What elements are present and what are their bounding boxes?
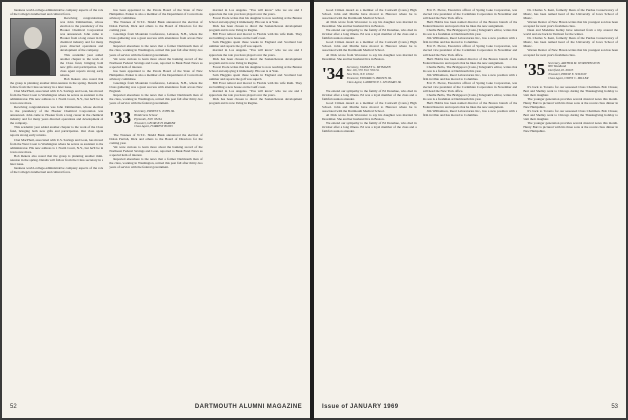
text-paragraph: Greetings from Mountain Conference, Lebanon, N.H., where the Class gathering was a great success with attendance from across New England.	[109, 32, 203, 45]
text-paragraph: We extend our sympathy to the family of Ed Donahue, who died in October after a long illness. Ed was a loyal member of the class and a faithful reunion attender.	[322, 28, 417, 41]
officer-line: Holderness School	[134, 112, 158, 117]
issue-label: Issue of JANUARY 1969	[322, 404, 399, 410]
text-paragraph: Dr. Charles S. Kent, formerly Dean of the Purdue Conservatory of Music, has been named head of the University of Iowa School of Music.	[523, 36, 619, 49]
text-paragraph: We were curious to learn more about the banking record of the Northeast Federal Savings and Loan, reported to Bank Fund News as a special item of interest.	[109, 145, 203, 158]
text-paragraph: The younger generation provides several musical notes this month. Henry Burt is pictured with his three sons at the recent class dinner in New Hampshire.	[523, 96, 619, 109]
officer-line: 800 Woodland	[548, 64, 566, 69]
text-paragraph: Bill Frost retired and moved to Florida with his wife Ruth. They are building a new house on the Gulf coast.	[208, 32, 302, 41]
text-paragraph: Charlie Bello, The Bridgeport (Conn.) Telegram's editor, writes that his son is a freshman at Dartmouth this year.	[422, 92, 518, 102]
right-column-1	[322, 8, 417, 396]
class-heading-34	[322, 63, 417, 85]
officer-line: Treasurer, GEORGE H. PARKER	[134, 120, 176, 125]
page-number: 53	[611, 404, 618, 410]
text-paragraph: Bob Rekers also noted that the group is planning another mini-reunion in the spring. Details will follow from the Class secretary in a later issue.	[10, 153, 104, 166]
right-columns	[322, 8, 618, 396]
text-paragraph: Herb Hobbs has been named director of the Boston branch of the Federal Reserve and reports that he likes the new assignment.	[422, 56, 518, 65]
left-column-2	[109, 8, 202, 396]
text-paragraph: Chet MacPhail, associated with U.S. Savings and Loan, has moved from the West Coast to Washington where he serves as assistant to the administrator. His new address is 1 North Court, N.Y., but he'll be in town once more.	[10, 88, 104, 106]
officer-line: Secretary, ERNEST S. JOHN JR.	[134, 109, 175, 114]
text-paragraph: Dick has been chosen to direct the Saskatchewan development program and is now living in Regina.	[208, 97, 302, 106]
text-paragraph: We extend our sympathy to the family of Ed Donahue, who died in October after a long illness. Ed was a loyal member of the class and a faithful reunion attender.	[322, 120, 417, 134]
officer-line: New York, N.Y. 10022	[346, 72, 374, 77]
class-year: '33	[109, 108, 132, 128]
left-footer	[10, 400, 302, 414]
portrait-photo	[10, 18, 56, 76]
officer-line: Deerfield, Ill. 60015	[548, 68, 574, 73]
text-paragraph: Forest Poole writes that his daughter is now teaching at the Benton School and enjoying it immensely. His son is at Yale.	[208, 64, 302, 73]
text-paragraph: Dick has been chosen to direct the Saskatchewan development program and is now living in Regina.	[208, 56, 302, 65]
right-footer	[322, 400, 618, 414]
officer-line: Treasurer, PHILIP E. WILSON	[548, 71, 587, 76]
officer-line: Box 116, 555 Fort 55th St.	[346, 68, 380, 73]
class-officers	[347, 66, 402, 85]
officer-line: Plymouth, N.H. 03264	[134, 116, 162, 121]
class-heading-33	[109, 110, 202, 129]
left-columns	[10, 8, 302, 396]
text-paragraph: Eric E. Pierce, Executive officer of Spring Lake Corporation, was elected vice president of the Corinthian Corporation in November and will head the New York office.	[422, 8, 518, 21]
text-paragraph: The younger generation provides several musical notes this month. Henry Burt is pictured with his three sons at the recent class dinner in New Hampshire.	[523, 120, 619, 134]
right-column-2	[423, 8, 518, 396]
right-column-3	[523, 8, 618, 396]
text-paragraph: Warren Dexter of New Haven writes that his youngest son has been accepted for next year's freshman class.	[523, 48, 619, 57]
page-number: 52	[10, 404, 17, 410]
text-paragraph: Herb Hobbs has been named director of the Boston branch of the Federal Reserve and reports that he likes the new assignment.	[422, 20, 518, 29]
text-paragraph: Receiving congratulations was John Zimmerman, whose election to the presidency of the Hooker Chemical Corporation was announced. John came to Hooker from a long career in the chemical industry and for many years directed operations and development of the company.	[10, 105, 104, 126]
text-paragraph: Good Citizen Award as a member of the Cornwall (Conn.) High School. John and Martha have moved to Hanover where he is associated with the Dartmouth Medical School.	[322, 100, 417, 113]
text-paragraph: has been appointed to the Parole Board of the State of New Hampshire. Parker is also a member of the Department of Corrections advisory committee.	[109, 8, 203, 21]
text-paragraph: Charlie Bello, The Bridgeport (Conn.) Telegram's editor, writes that his son is a freshman at Dartmouth this year.	[422, 28, 518, 37]
text-paragraph: Eric E. Pierce, Executive officer of Spring Lake Corporation, was elected vice president of the Corinthian Corporation in November and will head the New York office.	[422, 80, 518, 93]
text-paragraph: Al Dick wrote from Worcester to say his daughter was married in December. She and her husband live in Boston.	[322, 20, 417, 29]
officer-line: Secretary, ARTHUR M. WORTHINGTON	[548, 60, 600, 65]
text-paragraph: married in Los Angeles. "You will know" who we are and I appreciate the role you have played over the years.	[208, 48, 302, 57]
text-paragraph: Jim Williamson, Reed Laboratories Inc., has a new position with a firm in Ohio and has moved to Columbus.	[422, 72, 518, 81]
class-officers	[134, 110, 175, 129]
text-paragraph: Forest Poole writes that his daughter is now teaching at the Benton School and enjoying it immensely. His son is at Yale.	[208, 16, 302, 25]
right-page	[314, 2, 626, 418]
officer-line: Secretary, STANLEY G. MITMANN	[346, 64, 391, 69]
text-paragraph: Al Dick wrote from Worcester to say his daughter was married in December. She and her husband live in Boston.	[322, 112, 417, 121]
text-paragraph: It's back to Toronto for our seasoned Class Chairman. Bob Chaser, Bert and Shelley went to Chicago during the Thanksgiving holiday to visit their daughter.	[523, 84, 619, 97]
text-paragraph: This academic year added another chapter to the work of the Class fund, bringing both new gifts and participation. Our class agent reports strong early returns.	[60, 52, 104, 77]
officer-line: Class Agent, LAWRENCE J. LEONARD JR.	[346, 79, 402, 84]
officer-line: Class Agent, FORREST BOND	[134, 124, 173, 129]
text-paragraph: Jim Williamson, Reed Laboratories Inc., has a new position with a firm in Ohio and has moved to Columbus.	[422, 36, 518, 45]
class-year: '34	[322, 63, 344, 83]
text-paragraph: Good Citizen Award as a member of the Cornwall (Conn.) High School. John and Martha have moved to Hanover where he is associated with the Dartmouth Medical School.	[322, 40, 417, 53]
text-paragraph: Dean and Madeline Kelley have returned from a trip around the world and are back in Vermont for the winter.	[523, 28, 619, 37]
text-paragraph: Good Citizen Award as a member of the Cornwall (Conn.) High School. John and Martha have moved to Hanover where he is associated with the Dartmouth Medical School.	[322, 8, 417, 21]
class-heading-35	[523, 59, 618, 81]
text-paragraph: Warren Dexter of New Haven writes that his youngest son has been accepted for next year's freshman class.	[523, 20, 619, 29]
left-column-3	[209, 8, 302, 396]
text-paragraph: married in Los Angeles. "You will know" who we are and I appreciate the role you have played over the years.	[208, 8, 302, 17]
text-paragraph: The Trustees of N.T.C. Shield Bank announced the election of Dolan Parrish, Dick and others to the Board of Directors for the coming year.	[109, 133, 203, 146]
text-paragraph: Reported elsewhere is the news that a former Dartmouth man of the class, working in Washington, retired this past fall after thirty-two years of service with the federal government.	[109, 92, 203, 106]
text-paragraph: Reported elsewhere is the news that a former Dartmouth man of the class, working in Washington, retired this past fall after thirty-two years of service with the federal government.	[109, 157, 203, 170]
text-paragraph: business world-college-administrative company aspects of the role of the College's intellectual and cultural force.	[10, 8, 104, 17]
text-paragraph: Reported elsewhere is the news that a former Dartmouth man of the class, working in Washington, retired this past fall after thirty-two years of service with the federal government.	[109, 44, 203, 57]
text-paragraph: We were curious to learn more about the banking record of the Northeast Federal Savings and Loan, reported to Bank Fund News as a special item of interest.	[109, 56, 203, 69]
text-paragraph: Herb Hobbs has been named director of the Boston branch of the Federal Reserve and reports that he likes the new assignment.	[422, 101, 518, 110]
text-paragraph: Bob Rekers also noted that the group is planning another mini-reunion in the spring. Details will follow from the Class secretary in a later issue.	[10, 76, 104, 89]
text-paragraph: We extend our sympathy to the family of Ed Donahue, who died in October after a long illness. Ed was a loyal member of the class and a faithful reunion attender.	[322, 88, 417, 101]
text-paragraph: Greetings from Mountain Conference, Lebanon, N.H., where the Class gathering was a great success with attendance from across New England.	[109, 80, 203, 93]
text-paragraph: Sam Huggins spent three weeks in England and Scotland last summer and reports the golf was superb.	[208, 40, 302, 49]
class-officers	[548, 62, 600, 81]
left-column-1	[10, 8, 103, 396]
text-paragraph: Dick has been chosen to direct the Saskatchewan development program and is now living in Regina.	[208, 24, 302, 33]
text-paragraph: The Trustees of N.T.C. Shield Bank announced the election of Dolan Parrish, Dick and others to the Board of Directors for the coming year.	[109, 20, 203, 33]
text-paragraph: married in Los Angeles. "You will know" who we are and I appreciate the role you have played over the years.	[208, 88, 302, 97]
text-paragraph: Receiving congratulations was John Zimmerman, whose election to the presidency of the Hooker Chemical Corporation was announced. John came to Hooker from a long career in the chemical industry and for many years directed operations and development of the company.	[60, 16, 104, 53]
text-paragraph: Eric E. Pierce, Executive officer of Spring Lake Corporation, was elected vice president of the Corinthian Corporation in November and will head the New York office.	[422, 44, 518, 57]
text-paragraph: Jim Williamson, Reed Laboratories Inc., has a new position with a firm in Ohio and has moved to Columbus.	[422, 109, 518, 118]
officer-line: Treasurer, EDWARD S. BROWN JR.	[346, 76, 392, 80]
text-paragraph: Dr. Charles S. Kent, formerly Dean of the Purdue Conservatory of Music, has been named head of the University of Iowa School of Music.	[523, 8, 619, 21]
class-year: '35	[523, 59, 546, 79]
left-page	[2, 2, 310, 418]
text-paragraph: Chet MacPhail, associated with U.S. Savings and Loan, has moved from the West Coast to Washington where he serves as assistant to the administrator. His new address is 1 North Court, N.Y., but he'll be in town once more.	[10, 137, 104, 154]
text-paragraph: Al Dick wrote from Worcester to say his daughter was married in December. She and her husband live in Boston.	[322, 52, 417, 61]
text-paragraph: Charlie Bello, The Bridgeport (Conn.) Telegram's editor, writes that his son is a freshman at Dartmouth this year.	[422, 64, 518, 73]
text-paragraph: has been appointed to the Parole Board of the State of New Hampshire. Parker is also a member of the Department of Corrections advisory committee.	[109, 68, 203, 81]
text-paragraph: This academic year added another chapter to the work of the Class fund, bringing both new gifts and participation. Our class agent reports strong early returns.	[10, 125, 104, 138]
text-paragraph: business world-college-administrative company aspects of the role of the College's intellectual and cultural force.	[10, 165, 104, 174]
text-paragraph: Sam Huggins spent three weeks in England and Scotland last summer and reports the golf was superb.	[208, 72, 302, 81]
publication-name: DARTMOUTH ALUMNI MAGAZINE	[194, 404, 302, 410]
officer-line: Class Agent, OWEN C. MILLER	[548, 75, 589, 80]
text-paragraph: It's back to Toronto for our seasoned Class Chairman. Bob Chaser, Bert and Shelley went to Chicago during the Thanksgiving holiday to visit their daughter.	[523, 108, 619, 121]
text-paragraph: Bill Frost retired and moved to Florida with his wife Ruth. They are building a new house on the Gulf coast.	[208, 80, 302, 89]
